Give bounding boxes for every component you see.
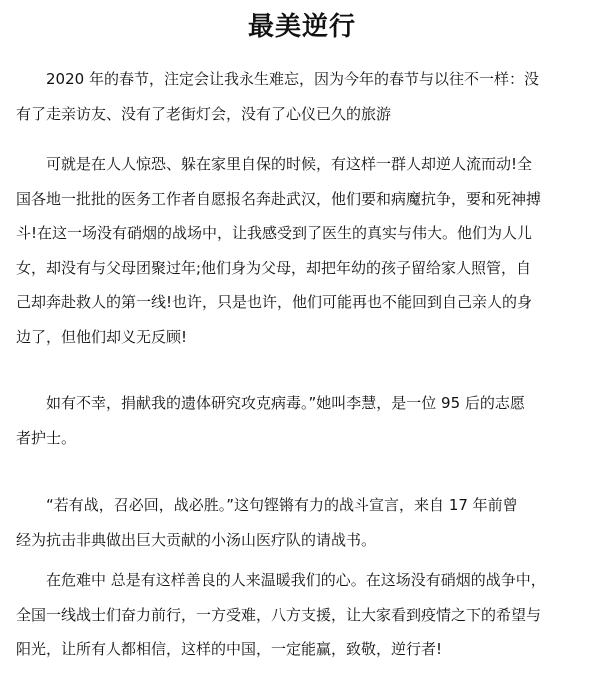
paragraph-line: 女，却没有与父母团聚过年;他们身为父母，却把年幼的孩子留给家人照管，自 xyxy=(16,258,532,277)
paragraph-line: 2020 年的春节，注定会让我永生难忘，因为今年的春节与以往不一样：没 xyxy=(16,70,539,88)
paragraph-2 xyxy=(16,147,590,354)
paragraph-line: 边了，但他们却义无反顾! xyxy=(16,327,188,346)
paragraph-line: “若有战，召必回，战必胜。”这句铿锵有力的战斗宣言，来自 17 年前曾 xyxy=(16,496,518,514)
paragraph-line: 如有不幸，捐献我的遗体研究攻克病毒。”她叫李慧，是一位 95 后的志愿 xyxy=(16,394,525,412)
paragraph-1 xyxy=(16,62,590,131)
paragraph-line: 斗!在这一场没有硝烟的战场中，让我感受到了医生的真实与伟大。他们为人儿 xyxy=(16,224,533,242)
paragraph-line: 者护士。 xyxy=(16,428,77,447)
paragraph-4 xyxy=(16,488,590,557)
document-title: 最美逆行 xyxy=(247,12,356,42)
paragraph-3 xyxy=(16,386,590,455)
paragraph-line: 可就是在人人惊恐、躲在家里自保的时候，有这样一群人却逆人流而动!全 xyxy=(16,155,533,173)
paragraph-line: 己却奔赴救人的第一线!也许，只是也许，他们可能再也不能回到自己亲人的身 xyxy=(16,293,533,311)
paragraph-line: 阳光，让所有人都相信，这样的中国，一定能赢，致敬，逆行者! xyxy=(16,640,443,658)
paragraph-line: 全国一线战士们奋力前行，一方受难，八方支援，让大家看到疫情之下的希望与 xyxy=(16,605,542,624)
paragraph-line: 有了走亲访友、没有了老街灯会，没有了心仪已久的旅游 xyxy=(16,104,392,123)
paragraph-5 xyxy=(16,563,590,667)
paragraph-line: 经为抗击非典做出巨大贡献的小汤山医疗队的请战书。 xyxy=(16,530,377,549)
paragraph-line: 国各地一批批的医务工作者自愿报名奔赴武汉，他们要和病魔抗争，要和死神搏 xyxy=(16,189,542,208)
paragraph-line: 在危难中 总是有这样善良的人来温暖我们的心。在这场没有硝烟的战争中， xyxy=(16,571,546,589)
